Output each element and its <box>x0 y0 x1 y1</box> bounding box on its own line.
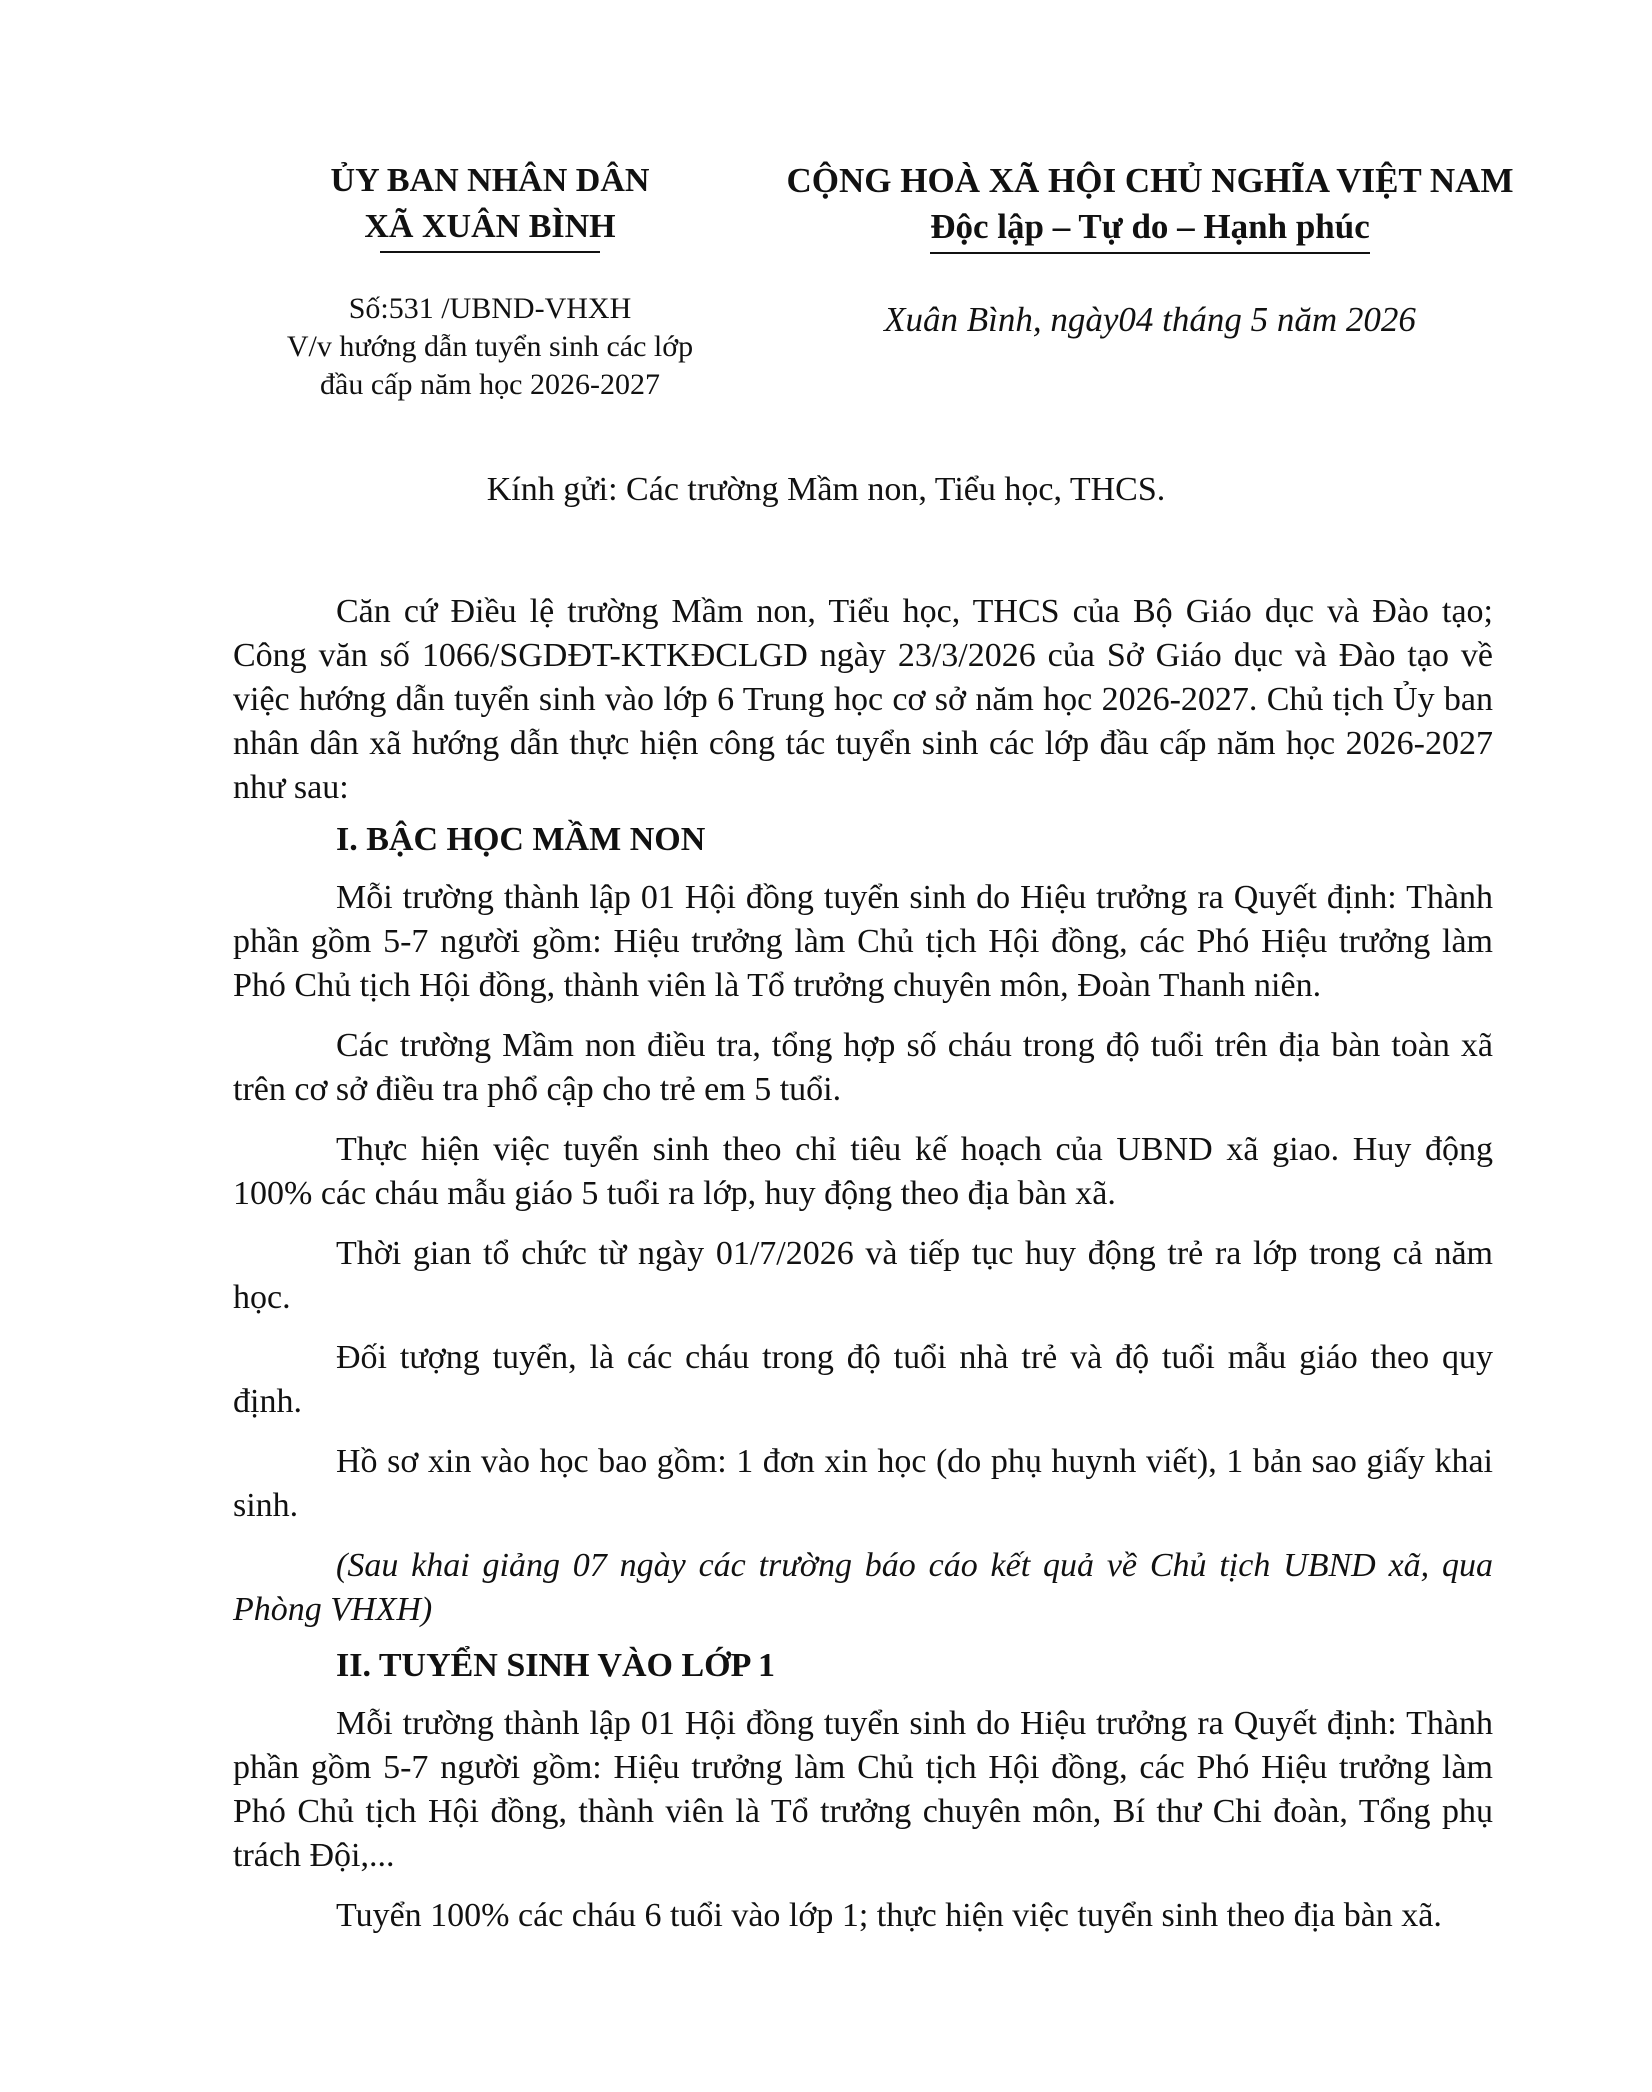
commune-name: XÃ XUÂN BÌNH <box>200 204 780 250</box>
paragraph: Các trường Mầm non điều tra, tổng hợp số cháu trong độ tuổi trên địa bàn toàn xã trên cơ sở điều tra phổ cập cho trẻ em 5 tuổi. <box>233 1027 1493 1108</box>
paragraph: Thời gian tổ chức từ ngày 01/7/2026 và tiếp tục huy động trẻ ra lớp trong cả năm học. <box>233 1235 1493 1316</box>
intro-paragraph: Căn cứ Điều lệ trường Mầm non, Tiểu học, THCS của Bộ Giáo dục và Đào tạo; Công văn số 1066/SGDĐT-KTKĐCLGD ngày 23/3/2026 của Sở Giáo dục và Đào tạo về việc hướng dẫn tuyển sinh vào lớp 6 Trung học cơ sở năm học 2026-2027. Chủ tịch Ủy ban nhân dân xã hướng dẫn thực hiện công tác tuyển sinh các lớp đầu cấp năm học 2026-2027 như sau: <box>233 593 1493 806</box>
subject-line-2: đầu cấp năm học 2026-2027 <box>320 368 660 401</box>
section-heading-grade1: II. TUYỂN SINH VÀO LỚP 1 <box>336 1647 775 1684</box>
paragraph: Mỗi trường thành lập 01 Hội đồng tuyển sinh do Hiệu trưởng ra Quyết định: Thành phần gồm 5-7 người gồm: Hiệu trưởng làm Chủ tịch Hội đồng, các Phó Hiệu trưởng làm Phó Chủ tịch Hội đồng, thành viên là Tổ trưởng chuyên môn, Bí thư Chi đoàn, Tổng phụ trách Đội,... <box>233 1705 1493 1874</box>
issuing-authority-block <box>200 158 780 404</box>
paragraph: Thực hiện việc tuyển sinh theo chỉ tiêu kế hoạch của UBND xã giao. Huy động 100% các cháu mẫu giáo 5 tuổi ra lớp, huy động theo địa bàn xã. <box>233 1131 1493 1212</box>
report-note: (Sau khai giảng 07 ngày các trường báo cáo kết quả về Chủ tịch UBND xã, qua Phòng VHXH) <box>233 1547 1493 1628</box>
document-body <box>233 590 1493 1954</box>
national-motto: Độc lập – Tự do – Hạnh phúc <box>930 204 1370 254</box>
national-title: CỘNG HOÀ XÃ HỘI CHỦ NGHĨA VIỆT NAM <box>786 161 1514 200</box>
authority-underline <box>380 251 600 253</box>
national-header-block <box>760 158 1540 342</box>
document-number: Số:531 /UBND-VHXH <box>348 292 632 325</box>
authority-name: ỦY BAN NHÂN DÂN <box>330 162 650 199</box>
section-heading-preschool: I. BẬC HỌC MẦM NON <box>336 821 706 858</box>
paragraph: Mỗi trường thành lập 01 Hội đồng tuyển sinh do Hiệu trưởng ra Quyết định: Thành phần gồm 5-7 người gồm: Hiệu trưởng làm Chủ tịch Hội đồng, các Phó Hiệu trưởng làm Phó Chủ tịch Hội đồng, thành viên là Tổ trưởng chuyên môn, Đoàn Thanh niên. <box>233 879 1493 1004</box>
place-and-date: Xuân Bình, ngày04 tháng 5 năm 2026 <box>884 300 1416 339</box>
paragraph: Đối tượng tuyển, là các cháu trong độ tuổi nhà trẻ và độ tuổi mẫu giáo theo quy định. <box>233 1339 1493 1420</box>
paragraph: Hồ sơ xin vào học bao gồm: 1 đơn xin học (do phụ huynh viết), 1 bản sao giấy khai sinh. <box>233 1443 1493 1524</box>
recipient-line: Kính gửi: Các trường Mầm non, Tiểu học, THCS. <box>486 471 1166 508</box>
paragraph: Tuyển 100% các cháu 6 tuổi vào lớp 1; thực hiện việc tuyển sinh theo địa bàn xã. <box>336 1897 1442 1934</box>
subject-line-1: V/v hướng dẫn tuyển sinh các lớp <box>286 330 694 363</box>
